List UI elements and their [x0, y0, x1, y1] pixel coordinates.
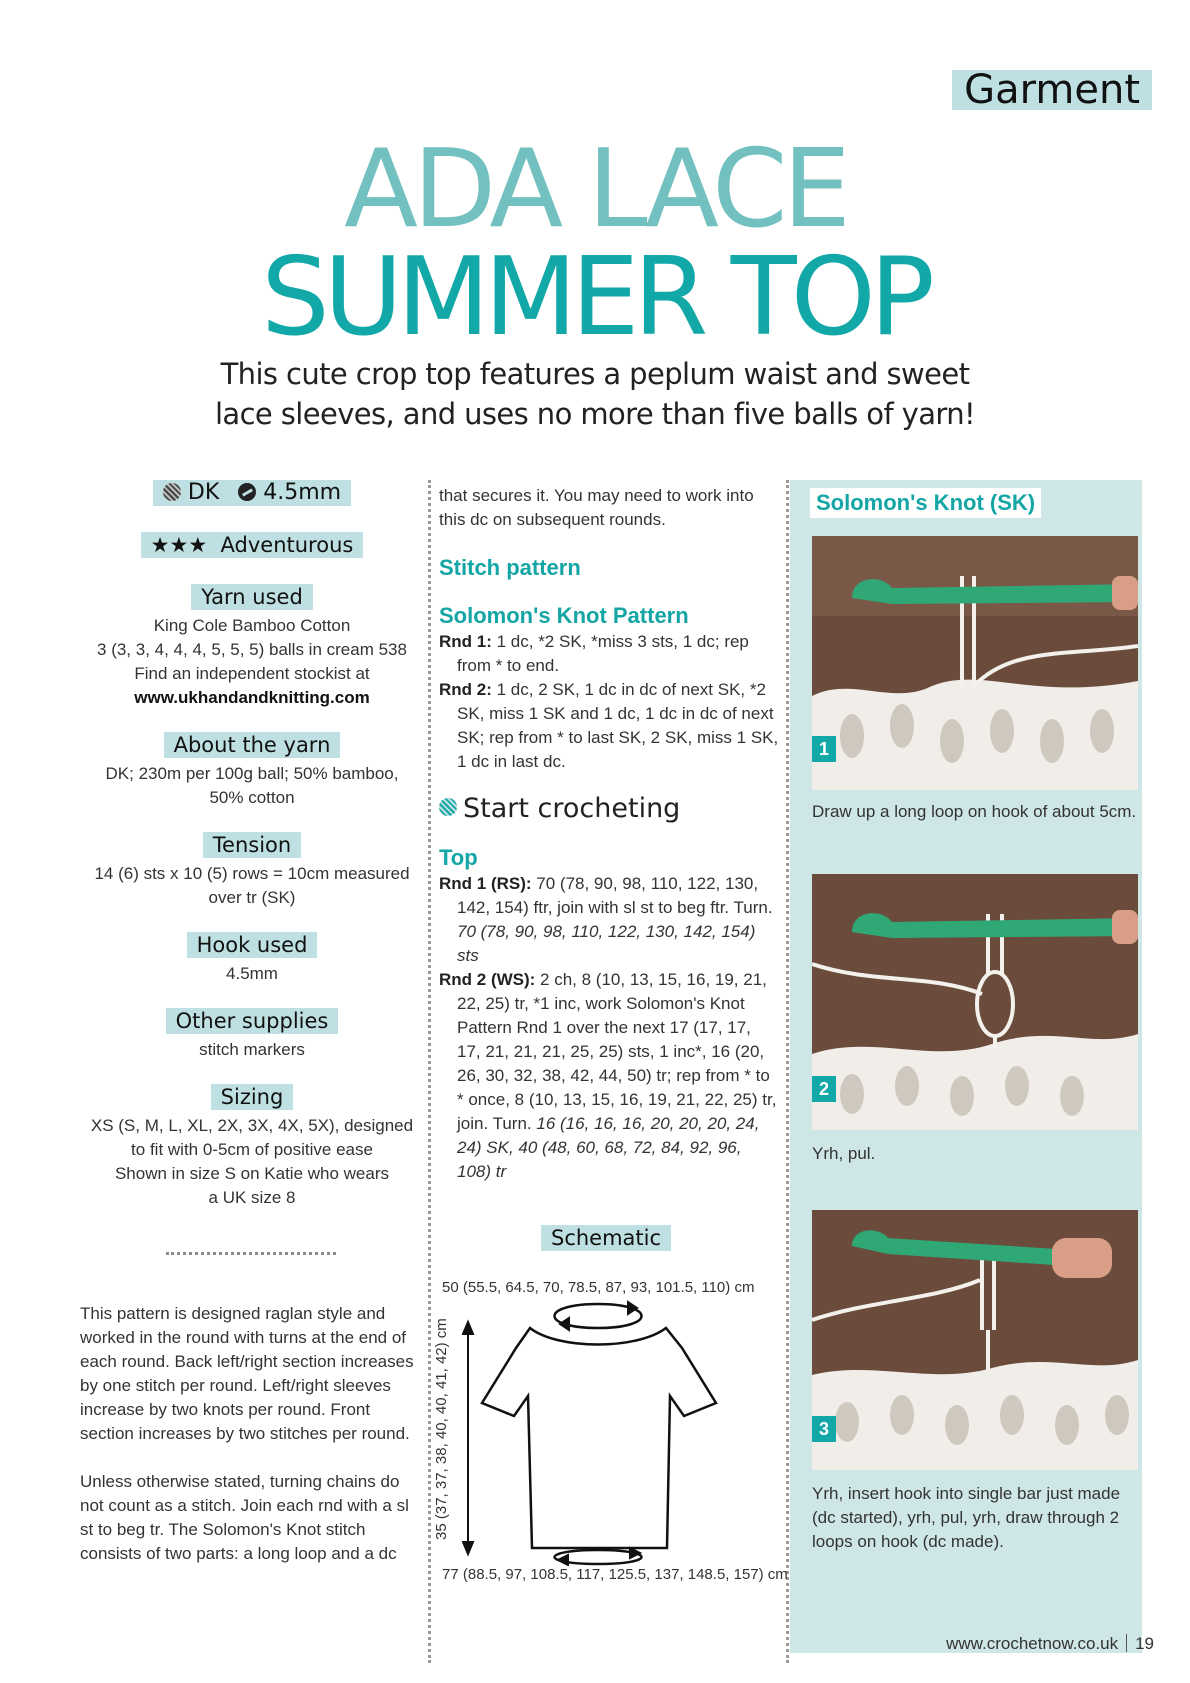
round-text: 1 dc, 2 SK, 1 dc in dc of next SK, *2 SK, miss 1 SK and 1 dc, 1 dc in dc of next SK; rep from * to last SK, 2 SK, miss 1 SK, 1 dc in last dc.	[457, 680, 779, 771]
top-heading: Top	[439, 845, 478, 870]
pattern-column	[439, 484, 779, 1184]
yarn-weight: DK	[187, 480, 220, 505]
yarn-ball-icon	[439, 798, 457, 816]
hook-size: 4.5mm	[263, 480, 342, 505]
stitch-count: 70 (78, 90, 98, 110, 122, 130, 142, 154) sts	[457, 922, 756, 965]
info-column	[82, 480, 422, 1232]
other-supplies-heading: Other supplies	[166, 1008, 339, 1034]
page-footer	[946, 1633, 1154, 1655]
round-label: Rnd 2:	[439, 680, 492, 699]
schematic-top-measure: 50 (55.5, 64.5, 70, 78.5, 87, 93, 101.5, 110) cm	[442, 1279, 755, 1296]
step-badge: 2	[812, 1076, 836, 1102]
garment-outline	[482, 1328, 716, 1548]
about-yarn-line: DK; 230m per 100g ball; 50% bamboo,	[105, 764, 399, 783]
spec-weight-hook	[82, 480, 422, 510]
top-round-2	[439, 968, 779, 1184]
crochet-step-image	[812, 536, 1138, 790]
title-line-2: SUMMER TOP	[261, 235, 929, 360]
arrow-head	[630, 1548, 640, 1558]
step-badge: 1	[812, 736, 836, 762]
start-crocheting-heading	[439, 792, 779, 826]
intro-paragraph: This pattern is designed raglan style and worked in the round with turns at the end of each round. Back left/right section increases by one stitch per round. Left/right sleeves increase by two knots per round. Front section increases by two stitches per round.	[80, 1304, 414, 1443]
hook-used-value: 4.5mm	[226, 964, 278, 983]
other-supplies-value: stitch markers	[199, 1040, 305, 1059]
step-photo-2	[812, 874, 1138, 1130]
sizing-heading: Sizing	[211, 1084, 294, 1110]
yarn-ball-icon	[163, 483, 181, 501]
difficulty-label: Adventurous	[220, 533, 354, 557]
yarn-used-line: 3 (3, 3, 4, 4, 4, 5, 5, 5) balls in cream 538	[97, 640, 407, 659]
hook-icon	[238, 483, 256, 501]
garment-schematic	[462, 1298, 722, 1566]
spec-pill	[153, 480, 351, 506]
sizing-section	[82, 1084, 422, 1210]
tension-line: over tr (SK)	[208, 888, 296, 907]
round-text: 70 (78, 90, 98, 110, 122, 130, 142, 154) ftr, join with sl st to beg ftr. Turn.	[457, 874, 773, 917]
step-caption: Draw up a long loop on hook of about 5cm.	[812, 802, 1137, 821]
continued-text: that secures it. You may need to work into this dc on subsequent rounds.	[439, 486, 754, 529]
section-tag: Garment	[952, 70, 1152, 110]
other-supplies-section	[82, 1008, 422, 1062]
yarn-used-heading: Yarn used	[191, 584, 313, 610]
star-icon: ★★★	[150, 533, 208, 557]
sizing-line: XS (S, M, L, XL, 2X, 3X, 4X, 5X), designed	[90, 1116, 414, 1135]
arrow-head	[628, 1302, 637, 1314]
yarn-used-line: King Cole Bamboo Cotton	[153, 616, 351, 635]
tension-section	[82, 832, 422, 910]
tension-line: 14 (6) sts x 10 (5) rows = 10cm measured	[94, 864, 410, 883]
standfirst-line-1: This cute crop top features a peplum waist and sweet	[220, 357, 970, 391]
intro-paragraph: Unless otherwise stated, turning chains do not count as a stitch. Join each rnd with a sl st to beg tr. The Solomon's Knot stitch consists of two parts: a long loop and a dc	[80, 1472, 409, 1563]
standfirst-line-2: lace sleeves, and uses no more than five balls of yarn!	[214, 397, 976, 431]
page-number: 19	[1135, 1634, 1154, 1653]
tension-heading: Tension	[203, 832, 301, 858]
arrow-head	[558, 1555, 568, 1565]
stockist-link[interactable]: www.ukhandandknitting.com	[134, 688, 370, 707]
dotted-divider	[166, 1252, 336, 1255]
sizing-line: to fit with 0-5cm of positive ease	[131, 1140, 373, 1159]
round-text: 1 dc, *2 SK, *miss 3 sts, 1 dc; rep from * to end.	[457, 632, 749, 675]
sk-round-2	[439, 678, 779, 774]
round-label: Rnd 1:	[439, 632, 492, 651]
sizing-line: Shown in size S on Katie who wears	[114, 1164, 390, 1183]
step-photo-3	[812, 1210, 1138, 1470]
sk-pattern-heading: Solomon's Knot Pattern	[439, 603, 689, 628]
stitch-pattern-heading: Stitch pattern	[439, 555, 581, 580]
standfirst	[0, 354, 1190, 434]
arrow-head	[560, 1318, 569, 1330]
about-yarn-section	[82, 732, 422, 810]
arrow-head	[463, 1542, 473, 1554]
about-yarn-heading: About the yarn	[164, 732, 341, 758]
stitch-count: 16 (16, 16, 16, 20, 20, 20, 24, 24) SK, 40 (48, 60, 68, 72, 84, 92, 96, 108) tr	[457, 1114, 760, 1181]
footer-url[interactable]: www.crochetnow.co.uk	[946, 1634, 1119, 1653]
arrow-head	[463, 1322, 473, 1334]
step-photo-1	[812, 536, 1138, 790]
column-separator	[786, 480, 789, 1663]
hook-used-section	[82, 932, 422, 986]
round-text: 2 ch, 8 (10, 13, 15, 16, 19, 21, 22, 25) tr, *1 inc, work Solomon's Knot Pattern Rnd 1 over the next 17 (17, 17, 17, 21, 21, 21, 25, 25) sts, 1 inc*, 16 (20, 26, 30, 32, 38, 42, 44, 50) tr; rep from * to * once, 8 (10, 13, 15, 16, 19, 21, 22, 25) tr, join. Turn.	[457, 970, 777, 1133]
start-label: Start crocheting	[463, 793, 681, 824]
round-label: Rnd 1 (RS):	[439, 874, 532, 893]
crochet-step-image	[812, 1210, 1138, 1470]
top-round-1	[439, 872, 779, 968]
step-caption: Yrh, insert hook into single bar just made (dc started), yrh, pul, yrh, draw through 2 loops on hook (dc made).	[812, 1484, 1121, 1551]
sidebar-heading: Solomon's Knot (SK)	[810, 488, 1041, 518]
about-yarn-line: 50% cotton	[209, 788, 295, 807]
title-line-1: ADA LACE	[344, 127, 846, 252]
step-badge: 3	[812, 1416, 836, 1442]
difficulty-pill	[141, 532, 364, 558]
schematic-side-measure: 35 (37, 37, 38, 40, 40, 41, 42) cm	[433, 1318, 450, 1540]
column-separator	[428, 480, 431, 1663]
schematic-bottom-measure: 77 (88.5, 97, 108.5, 117, 125.5, 137, 148.5, 157) cm	[442, 1566, 788, 1583]
hook-used-heading: Hook used	[187, 932, 318, 958]
step-caption: Yrh, pul.	[812, 1144, 876, 1163]
sizing-line: a UK size 8	[208, 1188, 296, 1207]
schematic-heading: Schematic	[541, 1225, 671, 1251]
spec-difficulty	[82, 532, 422, 562]
round-label: Rnd 2 (WS):	[439, 970, 536, 989]
footer-divider	[1126, 1634, 1127, 1652]
crochet-step-image	[812, 874, 1138, 1130]
yarn-used-section	[82, 584, 422, 710]
intro-text	[80, 1302, 416, 1590]
yarn-used-line: Find an independent stockist at	[134, 664, 370, 683]
sk-round-1	[439, 630, 779, 678]
